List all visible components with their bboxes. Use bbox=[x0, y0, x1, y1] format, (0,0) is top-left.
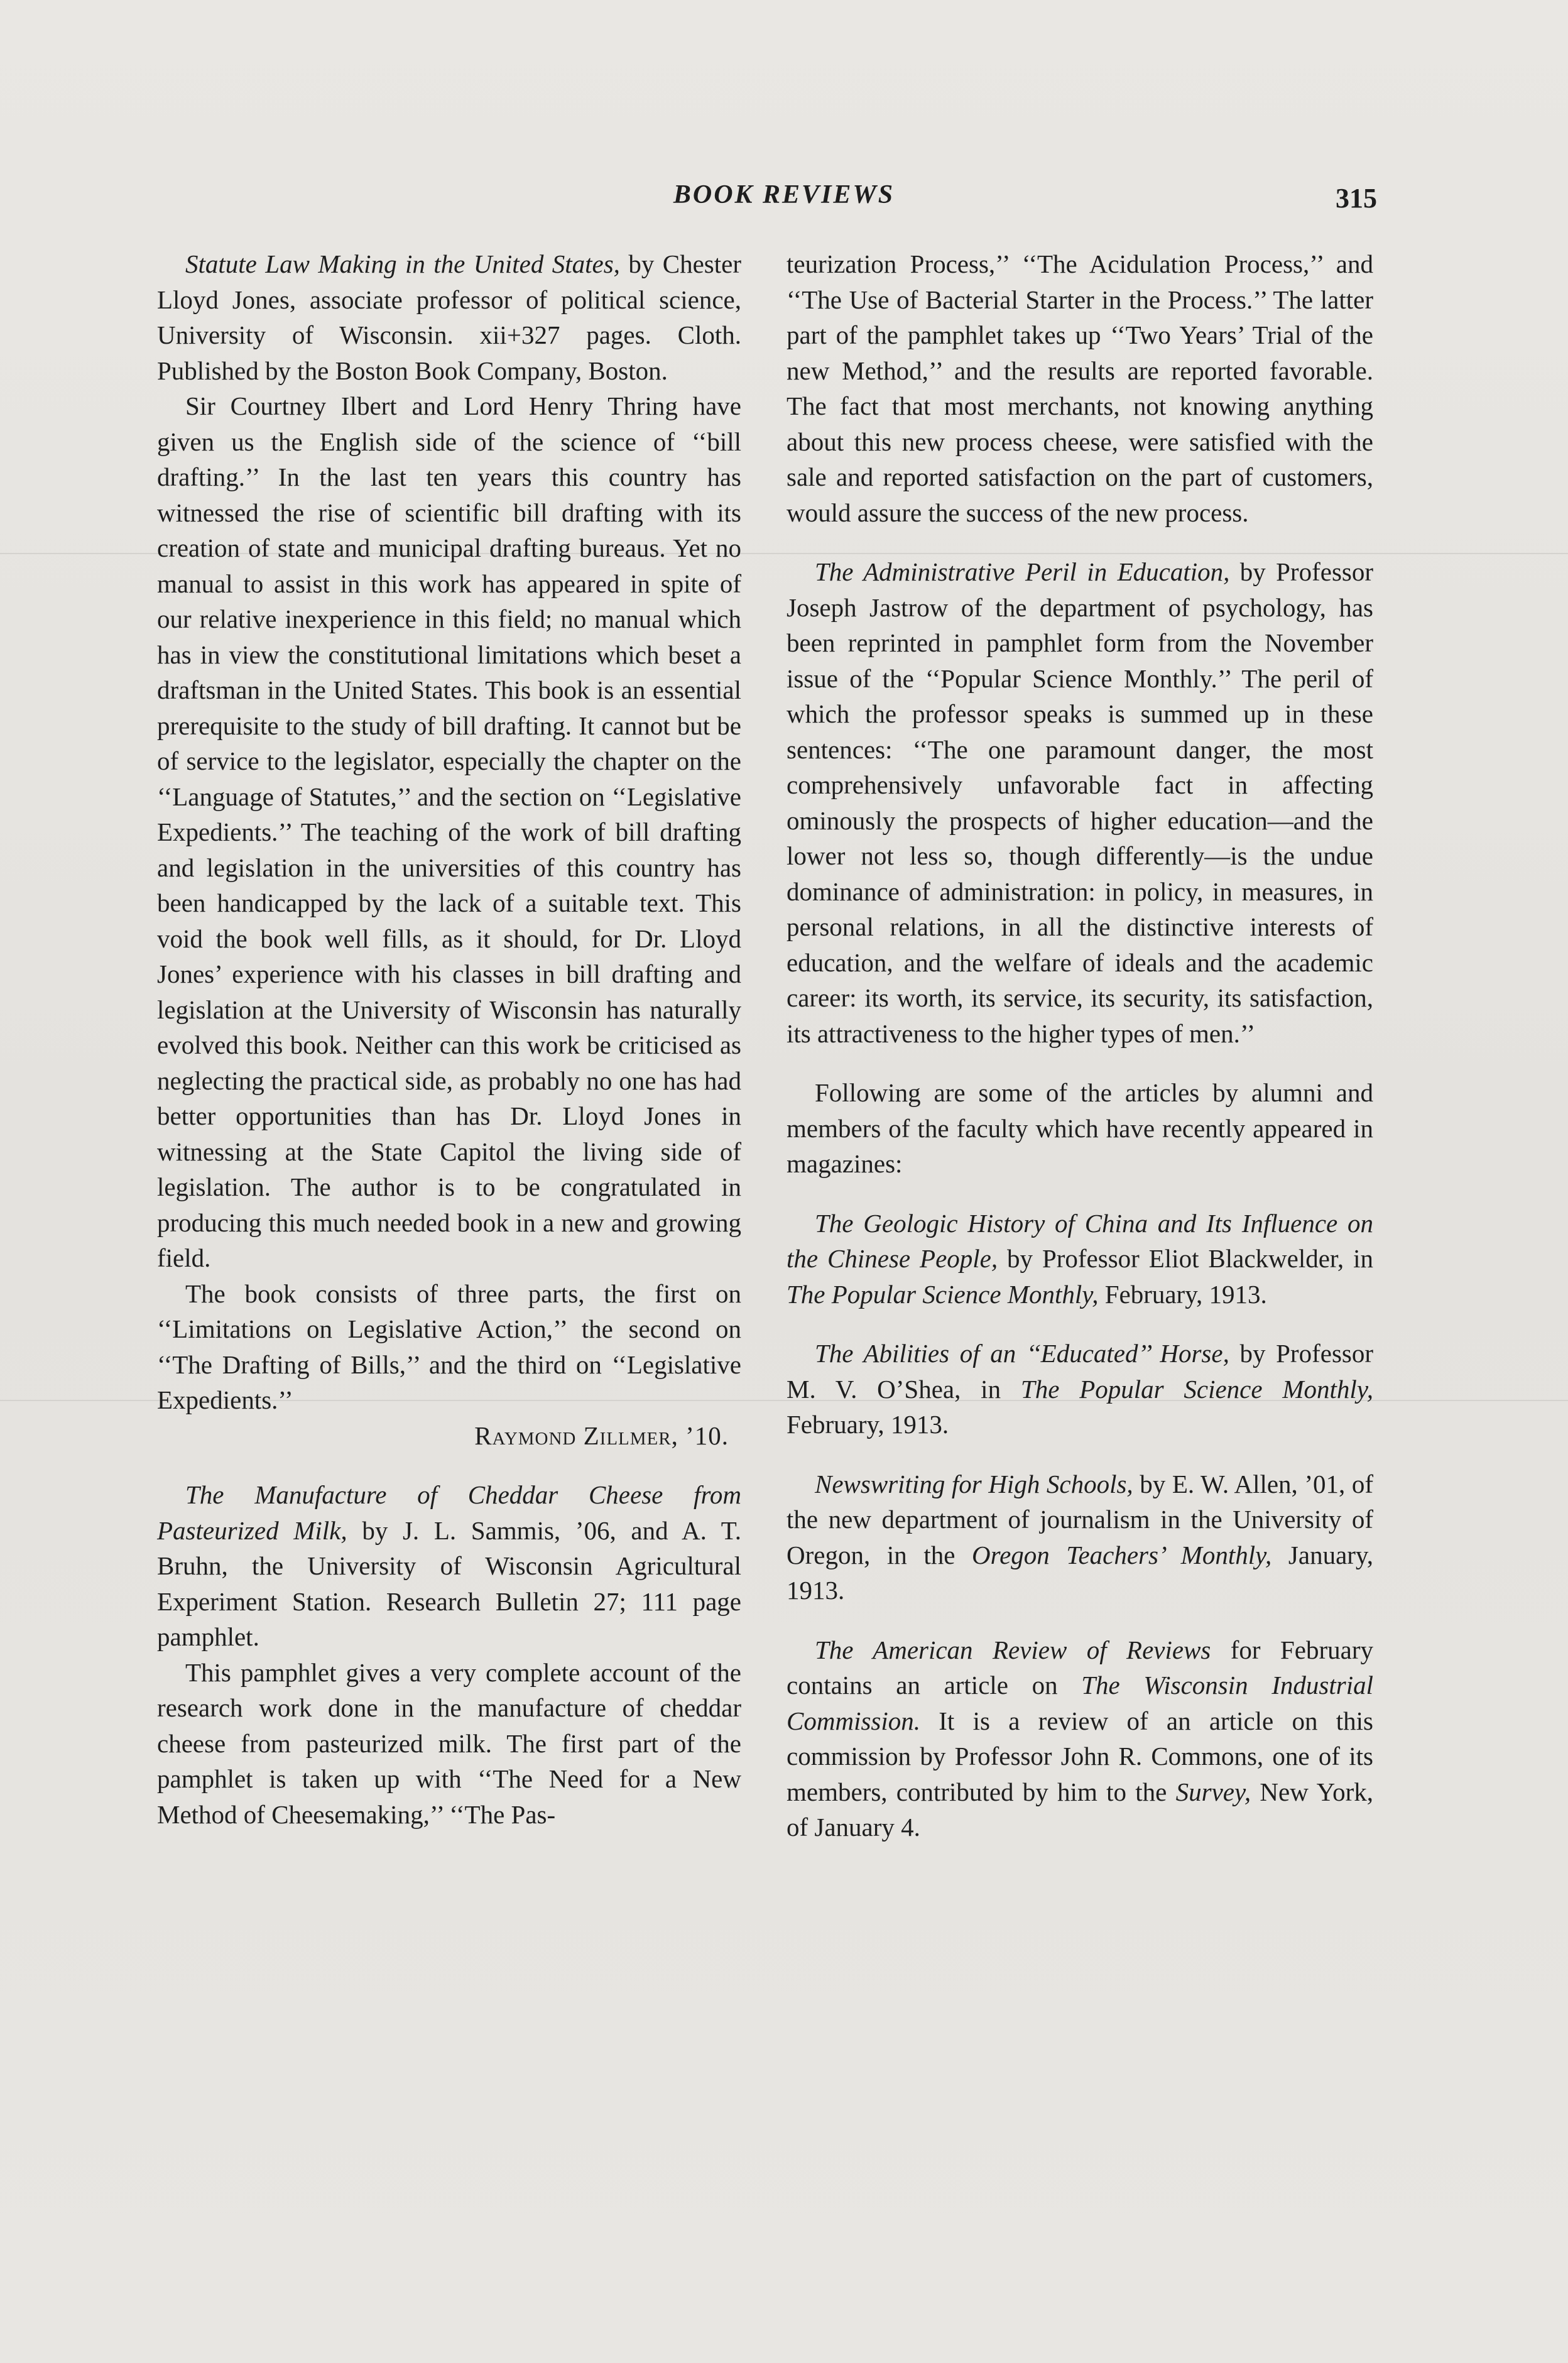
article-publication: The Popular Science Monthly, bbox=[1020, 1374, 1374, 1404]
article-entry bbox=[787, 1336, 1373, 1443]
review-paragraph: This pamphlet gives a very complete account of the research work done in the manufacture of cheddar cheese from pasteurized milk. The first part of the pamphlet is taken up with ‘‘The Need for a New Method of Cheesemaking,’’ ‘‘The Pas- bbox=[157, 1657, 741, 1829]
article-date: February, 1913. bbox=[1104, 1279, 1267, 1309]
book-citation: by Chester Lloyd Jones, associate professor of political science, University of Wisconsin. xii+327 pages. Cloth. Published by the Boston Book Company, Boston. bbox=[157, 249, 741, 385]
running-title: BOOK REVIEWS bbox=[673, 180, 895, 209]
article-publication: Survey, bbox=[1175, 1777, 1251, 1806]
article-publication: Oregon Teachers’ Monthly, bbox=[972, 1540, 1272, 1569]
right-column bbox=[787, 246, 1373, 1845]
review-quote: ‘‘The one paramount danger, the most comprehensively unfavorable fact in affecting ominously the prospects of higher education—and the lower not less so, though differently—is the undue dominance of administration: in policy, in measures, in personal relations, in all the distinctive interests of education, and the welfare of ideals and the academic career: its worth, its service, its security, its satisfaction, its attractiveness to the higher types of men.’’ bbox=[787, 734, 1373, 1048]
article-text: for February contains an article on bbox=[787, 1635, 1373, 1700]
review-paragraph: Sir Courtney Ilbert and Lord Henry Thring have given us the English side of the science of ‘‘bill drafting.’’ In the last ten years this country has witnessed the rise of scientific bill drafting with its creation of state and municipal drafting bureaus. Yet no manual to assist in this work has appeared in spite of our relative inexperience in this field; no manual which has in view the constitutional limitations which beset a draftsman in the United States. This book is an essential prerequisite to the study of bill drafting. It cannot but be of service to the legislator, especially the chapter on the ‘‘Language of Statutes,’’ and the section on ‘‘Legislative Expedients.’’ The teaching of the work of bill drafting and legislation in the universities of this country has been handicapped by the lack of a suitable text. This void the book well fills, as it should, for Dr. Lloyd Jones’ experience with his classes in bill drafting and legislation at the University of Wisconsin has naturally evolved this book. Neither can this work be criticised as neglecting the practical side, as probably no one has had better opportunities than has Dr. Lloyd Jones in witnessing at the State Capitol the living side of legislation. The author is to be congratulated in producing this much needed book in a new and growing field. bbox=[157, 391, 741, 1272]
article-author: by Professor M. V. O’Shea, in bbox=[787, 1339, 1374, 1404]
article-entry bbox=[787, 1466, 1373, 1608]
article-title: The American Review of Reviews bbox=[815, 1635, 1211, 1664]
page-number: 315 bbox=[1336, 183, 1377, 214]
review-heading bbox=[157, 1477, 741, 1655]
book-title: Statute Law Making in the United States, bbox=[185, 249, 620, 278]
article-date: February, 1913. bbox=[787, 1410, 949, 1439]
review-paragraph-continued: teurization Process,’’ ‘‘The Acidulation Process,’’ and ‘‘The Use of Bacterial Starter in the Process.’’ The latter part of the pamphlet takes up ‘‘Two Years’ Trial of the new Method,’’ and the results are reported favorable. The fact that most merchants, not knowing anything about this new process cheese, were satisfied with the sale and reported satisfaction on the part of customers, would assure the success of the new process. bbox=[787, 249, 1373, 527]
article-text: New York, of January 4. bbox=[787, 1777, 1373, 1842]
article-entry bbox=[787, 1632, 1373, 1845]
book-title: The Manufacture of Cheddar Cheese from Pasteurized Milk, bbox=[157, 1480, 741, 1545]
left-column bbox=[157, 246, 741, 1832]
review-heading bbox=[787, 554, 1373, 1051]
article-author: by Professor Eliot Blackwelder, in bbox=[1007, 1244, 1373, 1273]
article-publication: The Popular Science Monthly, bbox=[787, 1279, 1099, 1309]
article-text: It is a review of an article on this commission by Professor John R. Commons, one of its members, contributed by him to the bbox=[787, 1706, 1373, 1806]
review-paragraph: The book consists of three parts, the first on ‘‘Limitations on Legislative Action,’’ the second on ‘‘The Drafting of Bills,’’ and the third on ‘‘Legislative Expedients.’’ bbox=[157, 1279, 741, 1414]
review-signature: Raymond Zillmer, ’10. bbox=[474, 1421, 729, 1450]
article-date: January, 1913. bbox=[787, 1540, 1374, 1605]
article-title: The Abilities of an ‘‘Educated’’ Horse, bbox=[815, 1339, 1229, 1368]
review-text: by Professor Joseph Jastrow of the department of psychology, has been reprinted in pamphlet form from the November issue of the ‘‘Popular Science Monthly.’’ The peril of which the professor speaks is summed up in these sentences: bbox=[787, 557, 1374, 764]
article-subject: The Wisconsin Industrial Commission. bbox=[787, 1671, 1373, 1735]
article-entry bbox=[787, 1206, 1373, 1312]
book-citation: by J. L. Sammis, ’06, and A. T. Bruhn, the University of Wisconsin Agricultural Experiment Station. Research Bulletin 27; 111 page pamphlet. bbox=[157, 1515, 742, 1651]
articles-intro: Following are some of the articles by alumni and members of the faculty which have recently appeared in magazines: bbox=[787, 1078, 1373, 1178]
article-title: Newswriting for High Schools, bbox=[815, 1469, 1133, 1498]
review-heading bbox=[157, 246, 741, 388]
book-title: The Administrative Peril in Education, bbox=[815, 557, 1230, 586]
article-title: The Geologic History of China and Its Influence on the Chinese People, bbox=[787, 1208, 1373, 1273]
article-author: by E. W. Allen, ’01, of the new department of journalism in the University of Oregon, in the bbox=[787, 1469, 1374, 1569]
